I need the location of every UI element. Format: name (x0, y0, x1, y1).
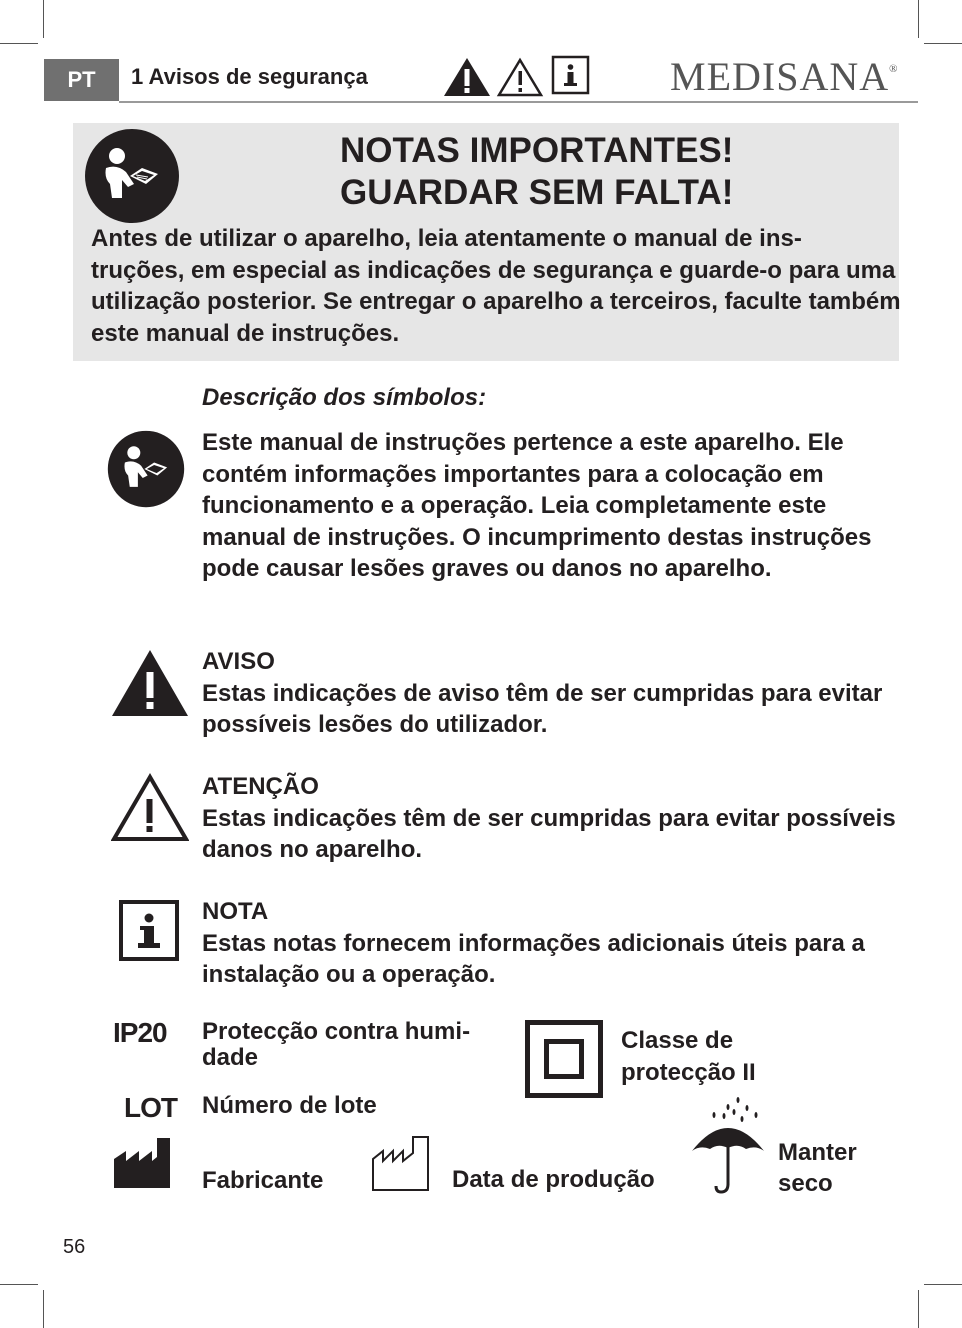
crop-mark (918, 0, 919, 38)
page-number: 56 (63, 1236, 86, 1258)
crop-mark (924, 1284, 962, 1285)
language-tab: PT (44, 59, 119, 101)
keep-dry-icon (690, 1095, 766, 1195)
keep-dry-label-line: Manter (778, 1139, 857, 1166)
warning-filled-icon (444, 58, 490, 96)
section-title: 1 Avisos de segurança (131, 64, 368, 89)
keep-dry-label (778, 1137, 857, 1199)
header-safety-icons (443, 55, 593, 99)
atencao-title: ATENÇÃO (202, 773, 319, 800)
production-date-icon (371, 1135, 431, 1192)
caution-outline-icon (111, 773, 189, 843)
header-divider (119, 101, 918, 103)
read-manual-icon (107, 430, 185, 508)
brand-name: MEDISANA (670, 54, 890, 99)
notice-body: Antes de utilizar o aparelho, leia atentamente o manual de ins- truções, em especial as indicações de segurança e guarde-o para uma utilização posterior. Se entregar o aparelho a terceiros, faculte também este manual de instruções. (91, 225, 901, 347)
crop-mark (0, 1284, 38, 1285)
warning-filled-icon (111, 648, 189, 718)
nota-description: Estas notas fornecem informações adicionais úteis para a instalação ou a operação. (202, 929, 865, 988)
aviso-description: Estas indicações de aviso têm de ser cumpridas para evitar possíveis lesões do utilizador. (202, 679, 883, 738)
symbols-heading: Descrição dos símbolos: (202, 384, 487, 411)
manufacturer-icon (113, 1137, 171, 1189)
crop-mark (43, 1290, 44, 1328)
ip20-icon: IP20 (113, 1017, 167, 1048)
ip20-label-line: Protecção contra humi- (202, 1018, 471, 1045)
info-box-icon (553, 57, 588, 93)
manual-symbol-description: Este manual de instruções pertence a este aparelho. Ele contém informações importantes para a colocação em funcionamento e a operação. Leia completamente este manual de instruções. O incumprimento destas instruções pode causar lesões graves ou danos no aparelho. (202, 429, 872, 582)
lot-label: Número de lote (202, 1092, 377, 1119)
notice-title (340, 130, 733, 214)
keep-dry-label-line: seco (778, 1170, 833, 1197)
ip20-label-line: dade (202, 1044, 259, 1071)
crop-mark (0, 43, 38, 44)
notice-title-line: NOTAS IMPORTANTES! (340, 131, 734, 170)
crop-mark (43, 0, 44, 38)
class-ii-label-line: protecção II (621, 1059, 756, 1086)
manufacturer-label: Fabricante (202, 1167, 324, 1194)
nota-block (202, 896, 902, 991)
read-manual-icon (84, 128, 180, 224)
crop-mark (918, 1290, 919, 1328)
ip20-label (202, 1019, 470, 1071)
production-date-label: Data de produção (452, 1166, 655, 1193)
class-ii-label-line: Classe de (621, 1027, 734, 1054)
crop-mark (924, 43, 962, 44)
nota-title: NOTA (202, 898, 269, 925)
aviso-block (202, 646, 902, 741)
notice-title-line: GUARDAR SEM FALTA! (340, 173, 734, 212)
atencao-description: Estas indicações têm de ser cumpridas para evitar possíveis danos no aparelho. (202, 804, 896, 863)
lot-icon: LOT (124, 1092, 177, 1123)
aviso-title: AVISO (202, 648, 275, 675)
atencao-block (202, 771, 902, 866)
caution-outline-icon (499, 60, 541, 95)
brand-logo (670, 53, 898, 100)
class-ii-label (621, 1025, 756, 1089)
class-ii-icon (525, 1020, 603, 1098)
registered-mark: ® (889, 63, 899, 75)
info-box-icon (119, 900, 179, 961)
